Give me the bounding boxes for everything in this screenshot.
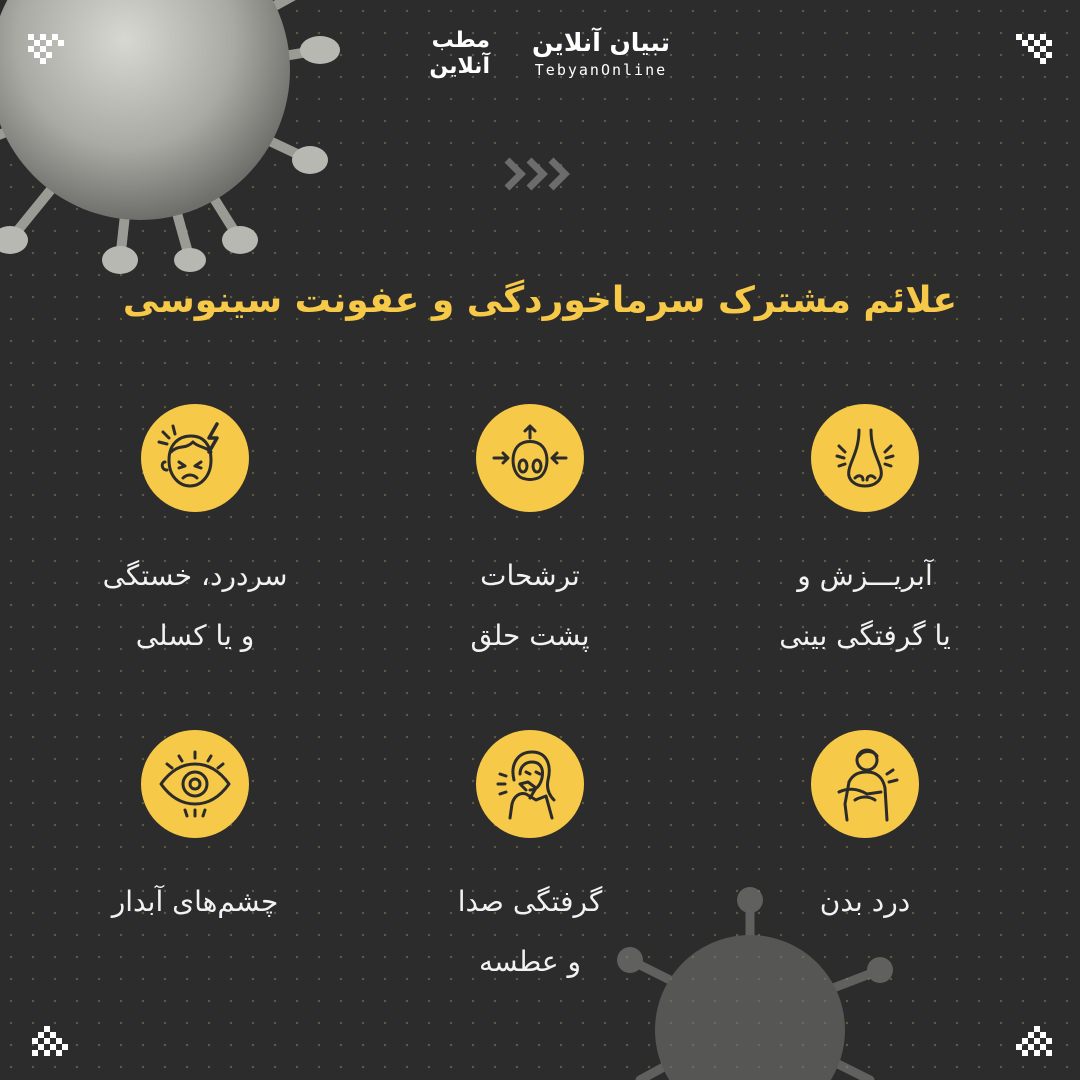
- symptom-label: گرفتگی صدا و عطسه: [457, 885, 603, 978]
- matab-logo-line1: مطب: [431, 28, 490, 53]
- symptom-icon-circle: [811, 404, 919, 512]
- sneeze-icon: [490, 744, 570, 824]
- symptom-icon-circle: [476, 404, 584, 512]
- symptom-icon-circle: [811, 730, 919, 838]
- symptom-label: آبریـــزش و یا گرفتگی بینی: [779, 559, 951, 652]
- chevron-arrows-icon: [503, 154, 578, 194]
- poster-title: علائم مشترک سرماخوردگی و عفونت سینوسی: [122, 280, 958, 321]
- nose-icon: [829, 422, 901, 494]
- sinus-pressure-icon: [490, 422, 570, 494]
- symptom-item: [45, 730, 345, 932]
- symptom-item: [380, 730, 680, 992]
- pixel-decoration-icon: [1016, 1026, 1052, 1062]
- body-ache-icon: [827, 744, 903, 824]
- pixel-decoration-icon: [28, 34, 64, 70]
- symptom-icon-circle: [476, 730, 584, 838]
- brand-logos: [420, 28, 670, 98]
- symptom-icon-circle: [141, 730, 249, 838]
- symptom-label: ترشحات پشت حلق: [470, 559, 590, 652]
- symptom-item: [45, 404, 345, 666]
- tebyan-logo-persian: تبیان آنلاین: [531, 28, 670, 57]
- symptom-label: چشم‌های آبدار: [111, 885, 279, 918]
- tebyan-logo-english: TebyanOnline: [534, 61, 668, 79]
- symptom-icon-circle: [141, 404, 249, 512]
- symptom-item: [715, 404, 1015, 666]
- tebyan-online-logo: [532, 28, 670, 79]
- matab-logo-line2: آنلاین: [429, 54, 490, 79]
- matab-online-logo: [420, 28, 490, 80]
- symptom-item: [715, 730, 1015, 932]
- symptom-label: درد بدن: [819, 885, 911, 918]
- eye-icon: [155, 748, 235, 820]
- symptom-label: سردرد، خستگی و یا کسلی: [102, 559, 288, 652]
- symptom-item: [380, 404, 680, 666]
- headache-face-icon: [155, 420, 235, 496]
- pixel-decoration-icon: [1016, 34, 1052, 70]
- pixel-decoration-icon: [32, 1026, 68, 1062]
